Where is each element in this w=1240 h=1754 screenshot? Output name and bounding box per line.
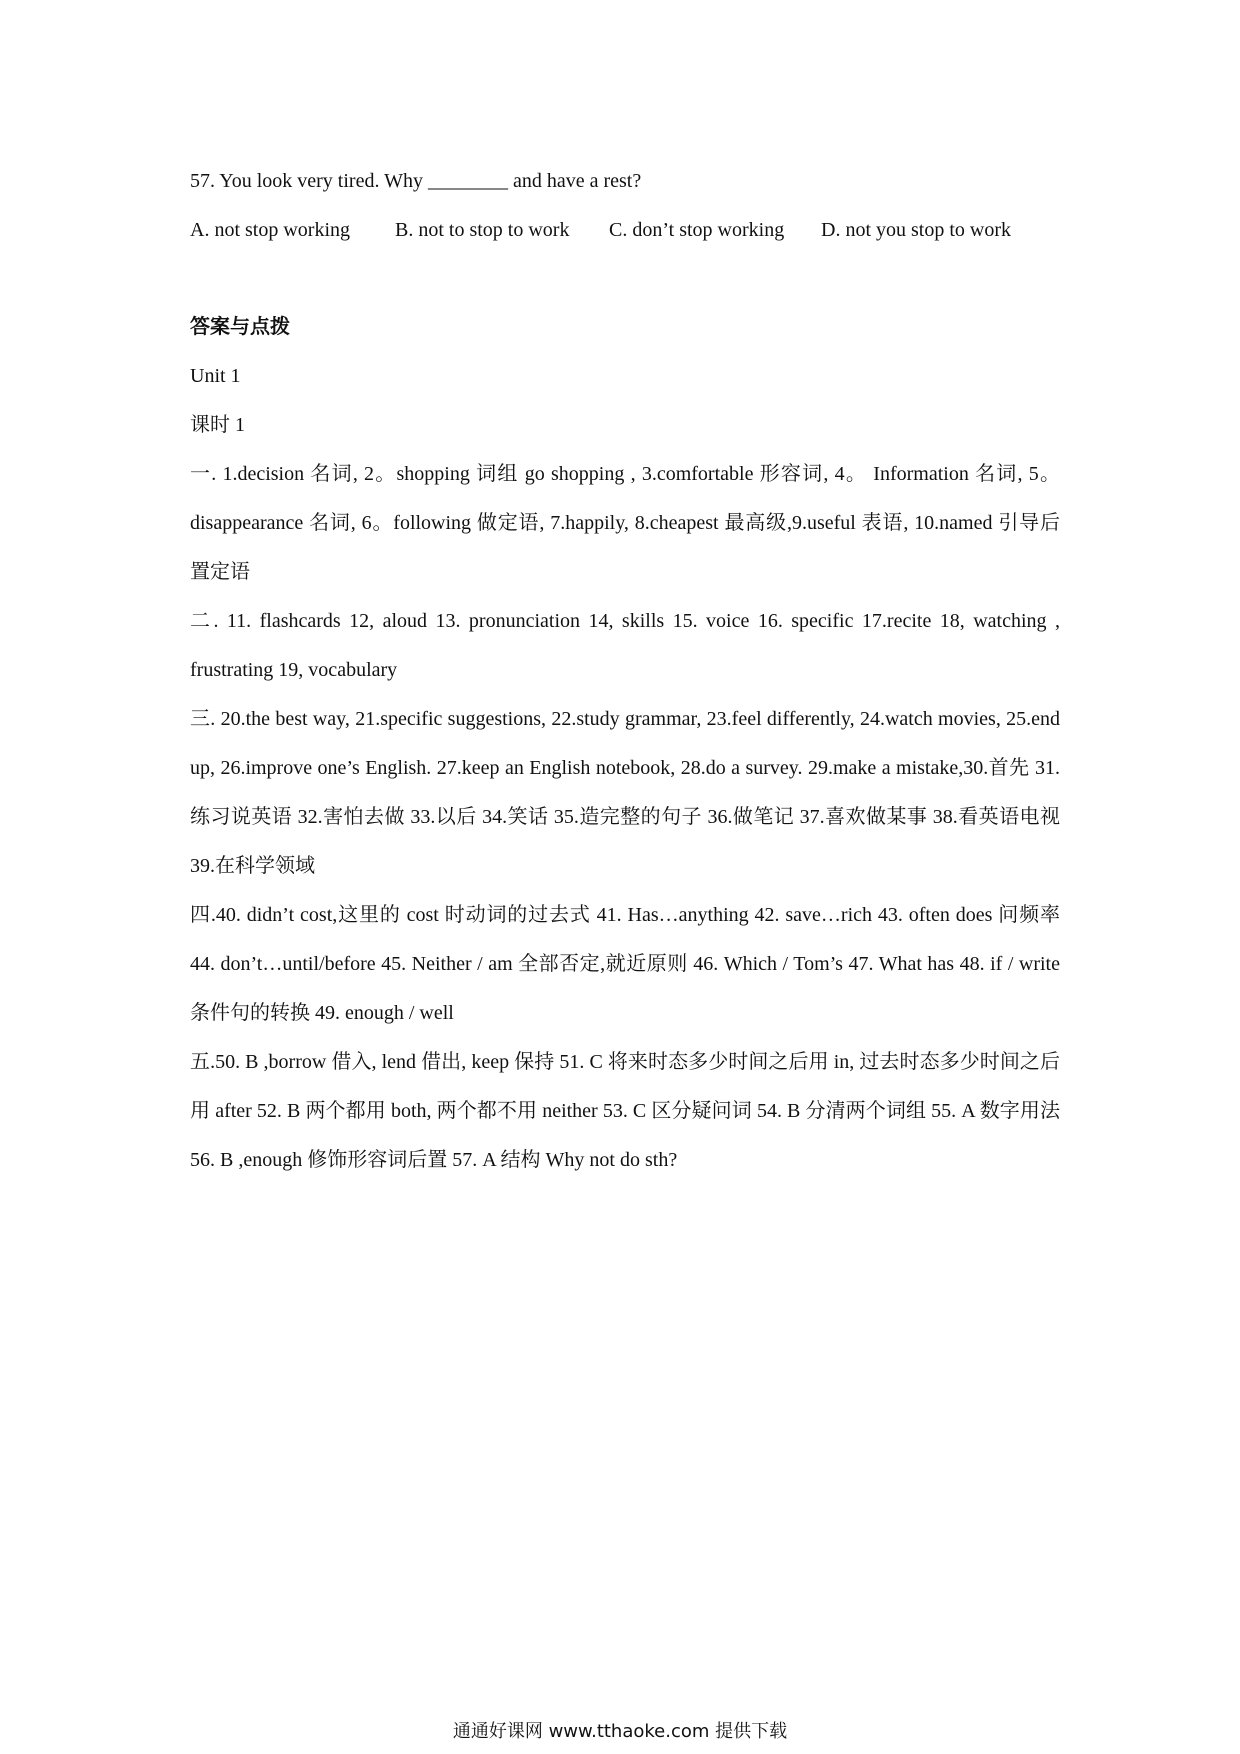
- answer-section-5: 五.50. B ,borrow 借入, lend 借出, keep 保持 51. C 将来时态多少时间之后用 in, 过去时态多少时间之后用 after 52. B 两个都用 both, 两个都不用 neither 53. C 区分疑问词 54. B 分清两个词组 55. A 数字用法 56. B ,enough 修饰形容词后置 57. A 结构 Why not do sth?: [190, 1051, 1060, 1171]
- answer-section-2: 二. 11. flashcards 12, aloud 13. pronunciation 14, skills 15. voice 16. specific 17.recite 18, watching , frustrating 19, vocabulary: [190, 610, 1060, 681]
- answer-section-1: 一. 1.decision 名词, 2。shopping 词组 go shopping , 3.comfortable 形容词, 4。 Information 名词, 5。disappearance 名词, 6。following 做定语, 7.happily, 8.cheapest 最高级,9.useful 表语, 10.named 引导后置定语: [190, 463, 1060, 583]
- page-content: [190, 157, 1060, 1185]
- option-c: C. don’t stop working: [609, 219, 785, 241]
- page-footer: 通通好课网 www.tthaoke.com 提供下载: [452, 1721, 788, 1742]
- option-d: D. not you stop to work: [821, 219, 1011, 241]
- option-a: A. not stop working: [190, 219, 350, 241]
- answers-heading: 答案与点拨: [190, 316, 290, 338]
- question-57: 57. You look very tired. Why ________ and have a rest?: [190, 170, 642, 192]
- unit-label: Unit 1: [190, 365, 241, 387]
- answer-section-3: 三. 20.the best way, 21.specific suggestions, 22.study grammar, 23.feel differently, 24.watch movies, 25.end up, 26.improve one’s English. 27.keep an English notebook, 28.do a survey. 29.make a mistake,30.首先 31.练习说英语 32.害怕去做 33.以后 34.笑话 35.造完整的句子 36.做笔记 37.喜欢做某事 38.看英语电视 39.在科学领域: [190, 708, 1060, 877]
- option-b: B. not to stop to work: [395, 219, 570, 241]
- question-options: [190, 206, 1060, 255]
- lesson-label: 课时 1: [190, 414, 245, 436]
- answer-section-4: 四.40. didn’t cost,这里的 cost 时动词的过去式 41. Has…anything 42. save…rich 43. often does 问频率 44. don’t…until/before 45. Neither / am 全部否定,就近原则 46. Which / Tom’s 47. What has 48. if / write 条件句的转换 49. enough / well: [190, 904, 1060, 1024]
